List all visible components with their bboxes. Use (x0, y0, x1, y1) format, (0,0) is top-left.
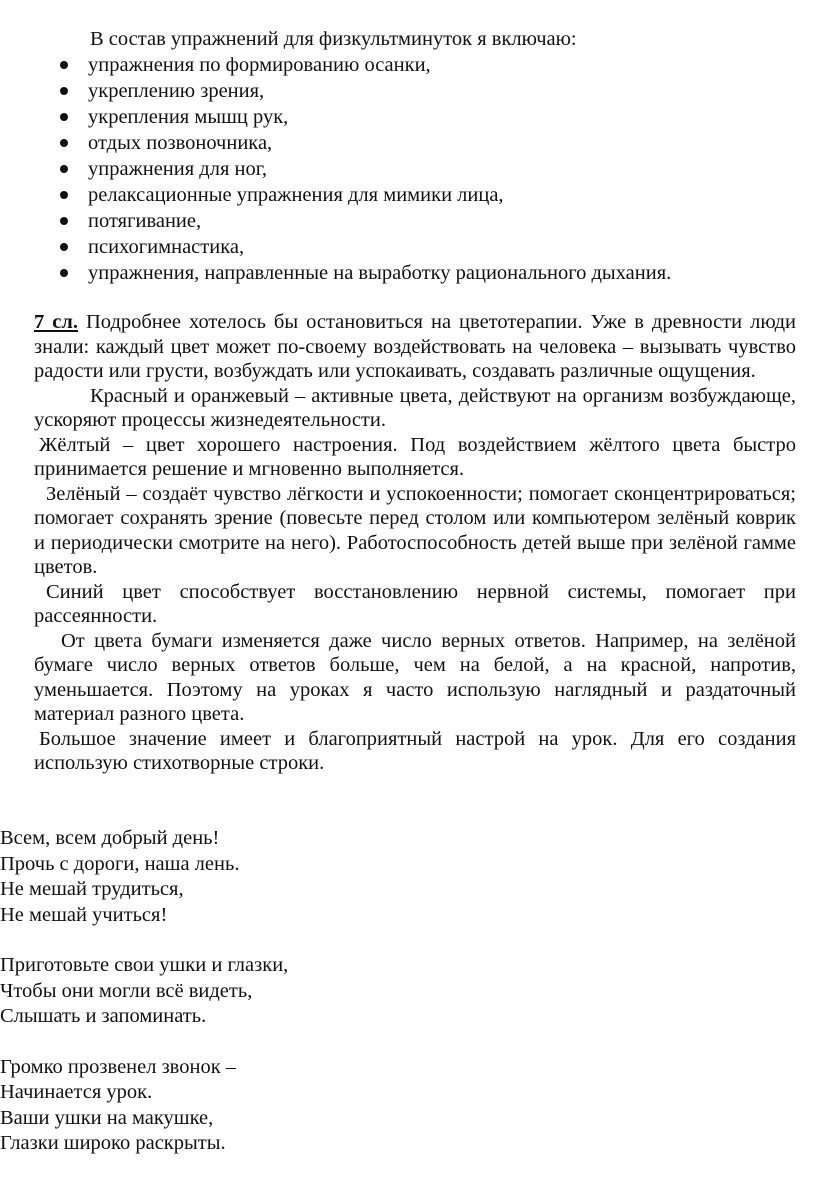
bullet-icon (60, 269, 68, 277)
paragraph-text: Подробнее хотелось бы остановиться на цветотерапии. Уже в древности люди знали: каждый цвет может по-своему воздействовать на человека – вызывать чувство радости или грусти, возбуждать или успокаивать, создавать различные ощущения. (34, 311, 797, 382)
bullet-icon (60, 165, 68, 173)
list-item-text: психогимнастика, (88, 236, 245, 258)
bullet-icon (60, 87, 68, 95)
poem-line: Слышать и запоминать. (0, 1005, 207, 1027)
bullet-icon (60, 113, 68, 121)
exercise-list (0, 52, 671, 286)
list-item-text: упражнения по формированию осанки, (88, 54, 431, 76)
bullet-icon (60, 61, 68, 69)
bullet-icon (60, 139, 68, 147)
poem-line: Начинается урок. (0, 1081, 153, 1103)
paragraph: Синий цвет способствует восстановлению нервной системы, помогает при рассеянности. (34, 580, 796, 627)
poem-line: Чтобы они могли всё видеть, (0, 979, 253, 1002)
poem-line: Не мешай учиться! (0, 903, 168, 926)
list-item (0, 130, 671, 156)
list-item-text: потягивание, (88, 210, 202, 232)
poem-line: Ваши ушки на макушке, (0, 1106, 214, 1129)
poem-line: Глазки широко раскрыты. (0, 1132, 226, 1154)
poem-line: Не мешай трудиться, (0, 878, 184, 900)
poem-line: Громко прозвенел звонок – (0, 1055, 237, 1078)
bullet-icon (60, 217, 68, 225)
list-item (0, 52, 671, 78)
intro-line: В состав упражнений для физкультминуток я включаю: (90, 28, 577, 50)
list-item (0, 182, 671, 208)
list-item-text: релаксационные упражнения для мимики лица, (88, 184, 504, 206)
paragraph: Зелёный – создаёт чувство лёгкости и успокоенности; помогает сконцентрироваться; помогает сохранять зрение (повесьте перед столом или компьютером зелёный коврик и периодически смотрите на него). Работоспособность детей выше при зелёной гамме цветов. (34, 482, 796, 578)
poem-stanza (0, 953, 288, 1030)
poem (0, 826, 288, 1182)
poem-line: Всем, всем добрый день! (0, 827, 220, 849)
paragraph: От цвета бумаги изменяется даже число верных ответов. Например, на зелёной бумаге число верных ответов больше, чем на белой, а на красной, напротив, уменьшается. Поэтому на уроках я часто использую наглядный и раздаточный материал разного цвета. (34, 629, 796, 725)
list-item (0, 78, 671, 104)
poem-line: Приготовьте свои ушки и глазки, (0, 954, 289, 976)
poem-stanza (0, 826, 288, 928)
list-item-text: отдых позвоночника, (88, 132, 273, 154)
bullet-icon (60, 191, 68, 199)
list-item (0, 208, 671, 234)
paragraph: Жёлтый – цвет хорошего настроения. Под воздействием жёлтого цвета быстро принимается решение и мгновенно выполняется. (34, 433, 796, 480)
bullet-icon (60, 243, 68, 251)
list-item-text: укреплению зрения, (88, 80, 265, 102)
list-item-text: упражнения, направленные на выработку рационального дыхания. (88, 262, 672, 284)
list-item (0, 234, 671, 260)
list-item-text: укрепления мышц рук, (88, 106, 289, 128)
list-item-text: упражнения для ног, (88, 158, 267, 180)
paragraph: Большое значение имеет и благоприятный настрой на урок. Для его создания использую стихотворные строки. (34, 727, 796, 774)
paragraph (34, 310, 796, 384)
poem-stanza (0, 1055, 288, 1157)
list-item (0, 260, 671, 286)
paragraph: Красный и оранжевый – активные цвета, действуют на организм возбуждающе, ускоряют процессы жизнедеятельности. (34, 384, 796, 431)
color-therapy-section (34, 310, 796, 776)
poem-line: Прочь с дороги, наша лень. (0, 852, 240, 875)
list-item (0, 104, 671, 130)
list-item (0, 156, 671, 182)
slide-label: 7 сл. (34, 311, 78, 333)
